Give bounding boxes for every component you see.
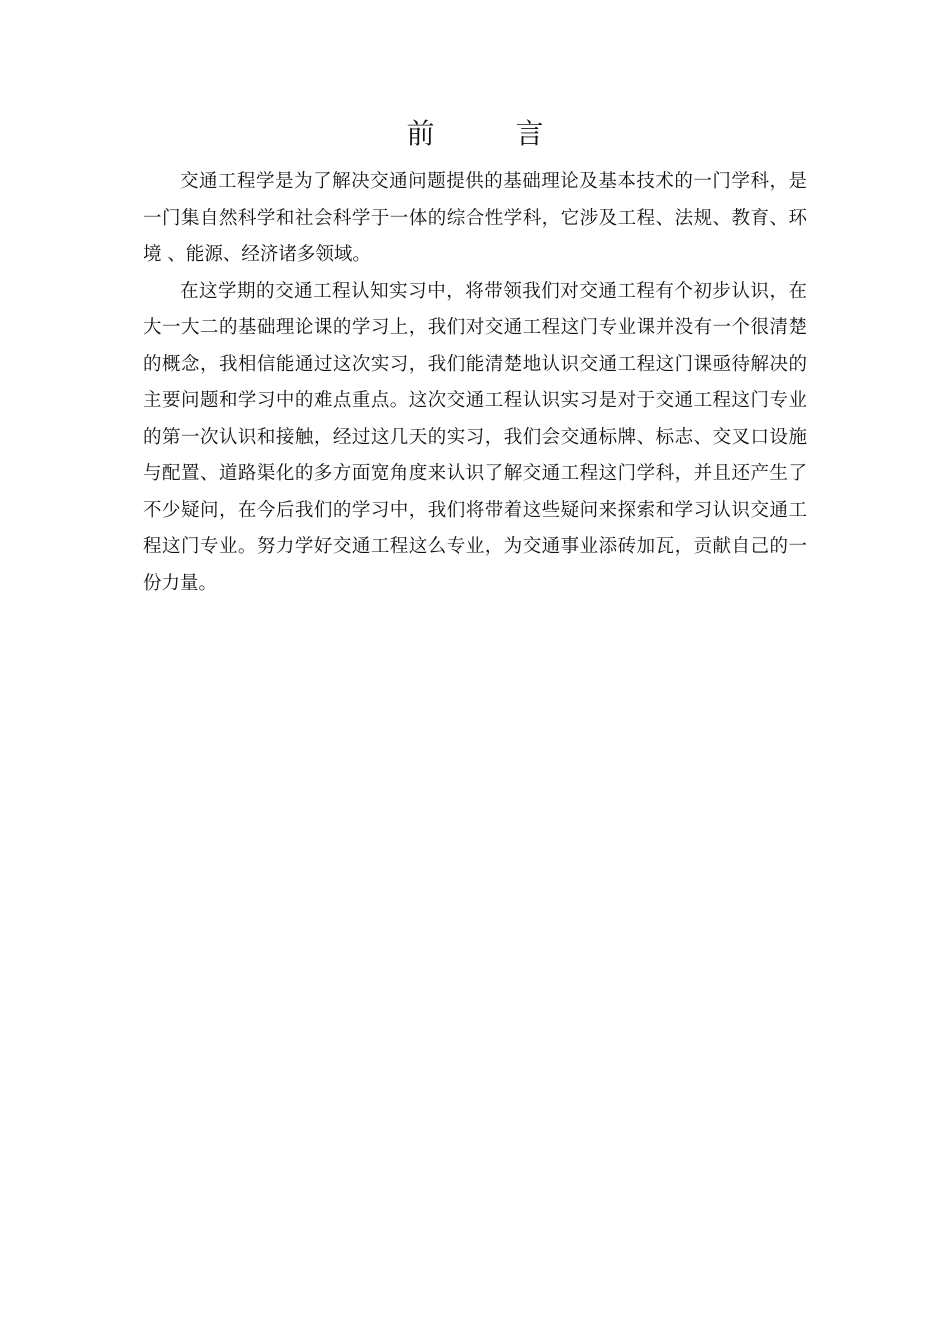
- paragraph-2: 在这学期的交通工程认知实习中，将带领我们对交通工程有个初步认识，在大一大二的基础理论课的学习上，我们对交通工程这门专业课并没有一个很清楚的概念，我相信能通过这次实习，我们能清楚地认识交通工程这门课亟待解决的主要问题和学习中的难点重点。这次交通工程认识实习是对于交通工程这门专业的第一次认识和接触，经过这几天的实习，我们会交通标牌、标志、交叉口设施与配置、道路渠化的多方面宽角度来认识了解交通工程这门学科，并且还产生了不少疑问，在今后我们的学习中，我们将带着这些疑问来探索和学习认识交通工程这门专业。努力学好交通工程这么专业，为交通事业添砖加瓦，贡献自己的一份力量。: [143, 280, 807, 594]
- page-title: 前 言: [406, 117, 580, 150]
- document-body: [143, 164, 807, 602]
- paragraph-1: 交通工程学是为了解决交通问题提供的基础理论及基本技术的一门学科，是一门集自然科学和社会科学于一体的综合性学科，它涉及工程、法规、教育、环境 、能源、经济诸多领域。: [143, 171, 807, 265]
